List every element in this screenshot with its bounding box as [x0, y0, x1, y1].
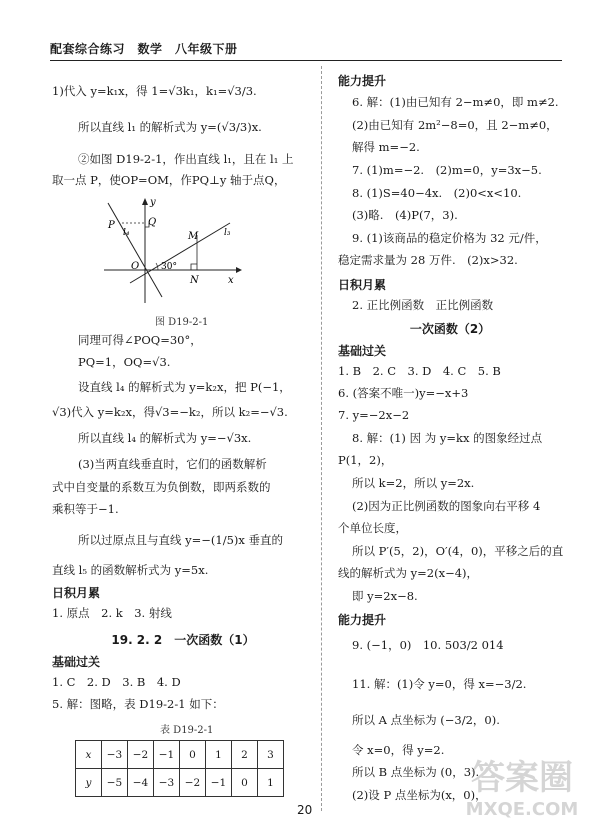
table-cell: 1: [206, 741, 232, 769]
left-line-13: 所以过原点且与直线 y=−(1/5)x 垂直的: [78, 533, 284, 547]
left-line-3: ②如图 D19-2-1，作出直线 l₁，且在 l₁ 上: [78, 152, 294, 166]
section-heading: 基础过关: [52, 655, 101, 669]
left-line-6: PQ=1，OQ=√3.: [78, 355, 171, 369]
right-line-26: (2)设 P 点坐标为(x，0)，: [352, 788, 487, 802]
left-line-8: √3)代入 y=k₂x，得√3=−k₂，所以 k₂=−√3.: [52, 405, 288, 419]
table-cell: −3: [102, 741, 128, 769]
right-line-10: 1. B 2. C 3. D 4. C 5. B: [338, 364, 501, 378]
page-number: 20: [297, 803, 313, 817]
right-line-19: 线的解析式为 y=2(x−4)，: [338, 566, 479, 580]
table-cell: −2: [128, 741, 154, 769]
right-line-21: 9. (−1，0) 10. 503/2 014: [352, 638, 504, 652]
column-divider: [321, 66, 322, 811]
label-Q: Q: [148, 217, 157, 228]
right-line-24: 令 x=0，得 y=2.: [352, 743, 445, 757]
left-line-11: 式中自变量的系数互为负倒数，即两系数的: [52, 480, 271, 494]
label-y: y: [150, 197, 156, 208]
table-cell: −1: [206, 769, 232, 797]
page-header: 配套综合练习 数学 八年级下册: [50, 42, 238, 56]
y-axis-arrow: [142, 198, 148, 205]
x-axis-arrow: [236, 267, 242, 273]
right-line-2: (2)由已知有 2m²−8=0，且 2−m≠0，: [352, 118, 558, 132]
table-row: [76, 741, 284, 769]
value-table: [75, 740, 284, 797]
label-x: x: [228, 275, 234, 286]
right-line-4: 7. (1)m=−2. (2)m=0，y=3x−5.: [352, 163, 542, 177]
label-l4: l₄: [123, 228, 130, 238]
label-P: P: [108, 220, 115, 231]
watermark-logo: [437, 751, 607, 821]
left-line-10: (3)当两直线垂直时，它们的函数解析: [78, 457, 267, 471]
right-line-12: 7. y=−2x−2: [338, 408, 410, 422]
table-cell: x: [76, 741, 102, 769]
table-cell: −1: [154, 741, 180, 769]
right-line-11: 6. (答案不唯一)y=−x+3: [338, 386, 469, 400]
right-line-14: P(1，2)，: [338, 453, 393, 467]
right-line-1: 6. 解：(1)由已知有 2−m≠0，即 m≠2.: [352, 95, 559, 109]
right-line-7: 9. (1)该商品的稳定价格为 32 元/件，: [352, 231, 547, 245]
left-line-5: 同理可得∠POQ=30°，: [78, 333, 202, 347]
section-heading: 日积月累: [52, 586, 101, 600]
table-cell: 0: [232, 769, 258, 797]
right-line-20: 即 y=2x−8.: [352, 589, 418, 603]
section-heading: 能力提升: [338, 74, 387, 88]
right-line-16: (2)因为正比例函数的图象向右平移 4: [352, 499, 541, 513]
coordinate-figure: [100, 195, 250, 305]
left-line-1: 1)代入 y=k₁x，得 1=√3k₁，k₁=√3/3.: [52, 84, 257, 98]
right-line-9: 2. 正比例函数 正比例函数: [352, 298, 494, 312]
left-line-14: 直线 l₅ 的函数解析式为 y=5x.: [52, 563, 209, 577]
label-M: M: [188, 231, 199, 242]
section-heading: 日积月累: [338, 278, 387, 292]
left-line-16: 1. C 2. D 3. B 4. D: [52, 675, 181, 689]
table-cell: 3: [258, 741, 284, 769]
right-line-15: 所以 k=2，所以 y=2x.: [352, 476, 475, 490]
table-cell: −2: [180, 769, 206, 797]
figure-caption: 图 D19-2-1: [155, 317, 209, 328]
label-l3: l₃: [224, 228, 231, 238]
right-line-23: 所以 A 点坐标为 (−3/2，0).: [352, 713, 500, 727]
table-cell: −4: [128, 769, 154, 797]
right-line-18: 所以 P′(5，2)，O′(4，0)，平移之后的直: [352, 544, 564, 558]
right-angle-N: [191, 264, 197, 270]
watermark-text: 答案圈: [471, 758, 573, 798]
right-line-5: 8. (1)S=40−4x. (2)0<x<10.: [352, 186, 522, 200]
label-O: O: [131, 261, 140, 272]
left-line-15: 1. 原点 2. k 3. 射线: [52, 606, 172, 620]
subsection-title: 一次函数（2）: [409, 322, 491, 336]
right-line-13: 8. 解：(1) 因 为 y=kx 的图象经过点: [352, 431, 543, 445]
right-line-22: 11. 解：(1)令 y=0，得 x=−3/2.: [352, 677, 527, 691]
table-cell: y: [76, 769, 102, 797]
section-heading: 能力提升: [338, 613, 387, 627]
table-caption: 表 D19-2-1: [160, 725, 214, 736]
right-line-17: 个单位长度，: [338, 521, 407, 535]
subsection-title: 19. 2. 2 一次函数（1）: [111, 633, 255, 647]
right-line-25: 所以 B 点坐标为 (0，3).: [352, 765, 480, 779]
right-line-3: 解得 m=−2.: [352, 140, 420, 154]
table-cell: −3: [154, 769, 180, 797]
left-line-2: 所以直线 l₁ 的解析式为 y=(√3/3)x.: [78, 120, 262, 134]
section-heading: 基础过关: [338, 344, 387, 358]
header-rule: [50, 60, 562, 61]
table-cell: 2: [232, 741, 258, 769]
table-cell: 0: [180, 741, 206, 769]
left-line-12: 乘积等于−1.: [52, 502, 119, 516]
right-line-6: (3)略. (4)P(7，3).: [352, 208, 458, 222]
table-cell: 1: [258, 769, 284, 797]
right-line-8: 稳定需求量为 28 万件. (2)x>32.: [338, 253, 518, 267]
label-angle: 30°: [161, 262, 177, 272]
table-row: [76, 769, 284, 797]
table-cell: −5: [102, 769, 128, 797]
label-N: N: [190, 275, 199, 286]
watermark-url: MXQE.COM: [465, 799, 579, 820]
left-line-7: 设直线 l₄ 的解析式为 y=k₂x，把 P(−1，: [78, 380, 291, 394]
left-line-9: 所以直线 l₄ 的解析式为 y=−√3x.: [78, 431, 252, 445]
left-line-4: 取一点 P，使OP=OM，作PQ⊥y 轴于点Q，: [52, 173, 286, 187]
left-line-17: 5. 解：图略，表 D19-2-1 如下：: [52, 697, 224, 711]
